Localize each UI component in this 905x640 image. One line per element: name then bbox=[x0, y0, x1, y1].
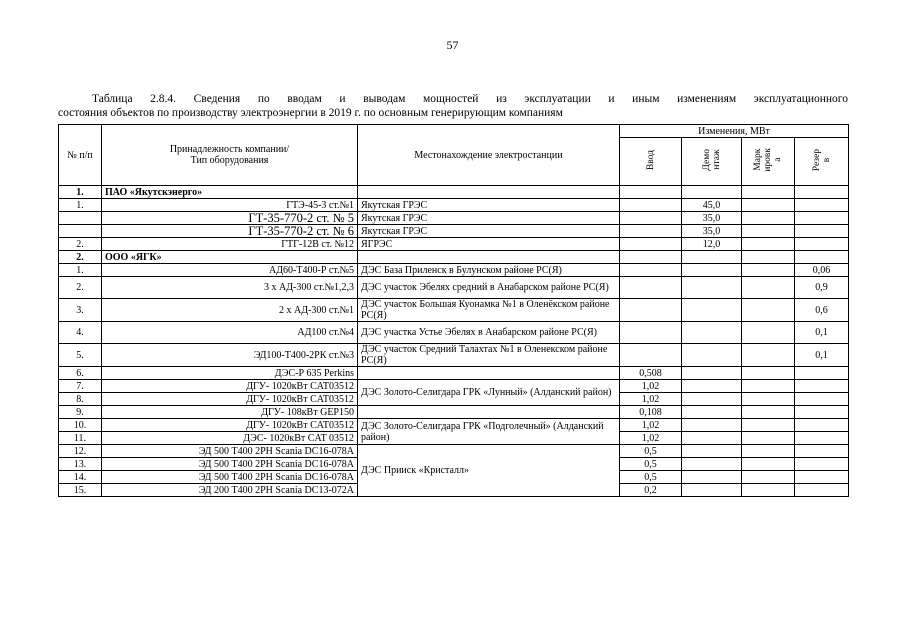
table-row: ГТ-35-770-2 ст. № 6 Якутская ГРЭС 35,0 bbox=[59, 225, 849, 238]
table-row: 2. 3 х АД-300 ст.№1,2,3 ДЭС участок Эбелях средний в Анабарском районе РС(Я) 0,9 bbox=[59, 277, 849, 299]
merged-location-podgolechny: ДЭС Золото-Селигдара ГРК «Подголечный» (Алданский район) bbox=[358, 419, 620, 445]
table-row: 12. ЭД 500 Т400 2РН Scania DC16-078A ДЭС Прииск «Кристалл» 0,5 bbox=[59, 445, 849, 458]
table-row: 2. ГТГ-12В ст. №12 ЯГРЭС 12,0 bbox=[59, 238, 849, 251]
table-caption bbox=[58, 92, 848, 120]
header-demontazh: Демо нтаж bbox=[682, 138, 742, 186]
table-row: ГТ-35-770-2 ст. № 5 Якутская ГРЭС 35,0 bbox=[59, 212, 849, 225]
table-row: 1. ПАО «Якутскэнерго» bbox=[59, 186, 849, 199]
table-row: 10. ДГУ- 1020кВт CAT03512 ДЭС Золото-Селигдара ГРК «Подголечный» (Алданский район) 1,02 bbox=[59, 419, 849, 432]
table-row: 3. 2 х АД-300 ст.№1 ДЭС участок Большая Куонамка №1 в Оленёкском районе РС(Я) 0,6 bbox=[59, 299, 849, 322]
table-row: 1. ГТЭ-45-3 ст.№1 Якутская ГРЭС 45,0 bbox=[59, 199, 849, 212]
header-rezerv: Резер в bbox=[795, 138, 849, 186]
company-name: ООО «ЯГК» bbox=[102, 251, 358, 264]
table-row: 15. ЭД 200 Т400 2РН Scania DC13-072A 0,2 bbox=[59, 484, 849, 497]
caption-line-1: Таблица 2.8.4. Сведения по вводам и выводам мощностей из эксплуатации и иным изменениям эксплуатационного bbox=[92, 93, 848, 105]
table-row: 1. АД60-Т400-Р ст.№5 ДЭС База Приленск в Булунском районе РС(Я) 0,06 bbox=[59, 264, 849, 277]
header-company: Принадлежность компании/ Тип оборудования bbox=[102, 125, 358, 186]
page-number: 57 bbox=[446, 38, 459, 52]
merged-location-lunny: ДЭС Золото-Селигдара ГРК «Лунный» (Алданский район) bbox=[358, 380, 620, 406]
table-row: 14. ЭД 500 Т400 2РН Scania DC16-078A 0,5 bbox=[59, 471, 849, 484]
company-name: ПАО «Якутскэнерго» bbox=[102, 186, 358, 199]
header-vvod: Ввод bbox=[620, 138, 682, 186]
caption-line-2: состояния объектов по производству электроэнергии в 2019 г. по основным генерирующим компаниям bbox=[58, 107, 563, 119]
table-row: 5. ЭД100-Т400-2РК ст.№3 ДЭС участок Средний Талахтах №1 в Оленекском районе РС(Я) 0,1 bbox=[59, 344, 849, 367]
table-row: 4. АД100 ст.№4 ДЭС участка Устье Эбелях в Анабарском районе РС(Я) 0,1 bbox=[59, 322, 849, 344]
table-row: 13. ЭД 500 Т400 2РН Scania DC16-078A 0,5 bbox=[59, 458, 849, 471]
table-row: 11. ДЭС- 1020кВт CAT 03512 1,02 bbox=[59, 432, 849, 445]
merged-location-kristall: ДЭС Прииск «Кристалл» bbox=[358, 445, 620, 497]
table-row: 7. ДГУ- 1020кВт CAT03512 ДЭС Золото-Селигдара ГРК «Лунный» (Алданский район) 1,02 bbox=[59, 380, 849, 393]
capacity-changes-table bbox=[58, 124, 849, 497]
header-markirovka: Марк ировк а bbox=[742, 138, 795, 186]
header-num: № п/п bbox=[59, 125, 102, 186]
table-row: 9. ДГУ- 108кВт GEP150 0,108 bbox=[59, 406, 849, 419]
header-location: Местонахождение электростанции bbox=[358, 125, 620, 186]
table-row: 2. ООО «ЯГК» bbox=[59, 251, 849, 264]
table-row: 8. ДГУ- 1020кВт CAT03512 1,02 bbox=[59, 393, 849, 406]
table-row: 6. ДЭС-Р 635 Perkins 0,508 bbox=[59, 367, 849, 380]
header-changes: Изменения, МВт bbox=[620, 125, 849, 138]
